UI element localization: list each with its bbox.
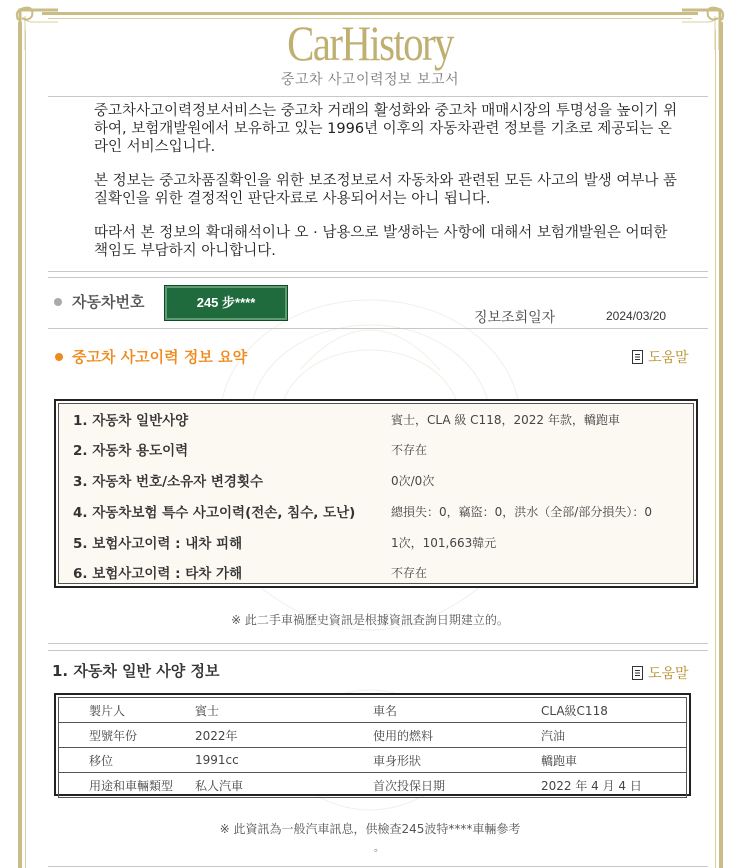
spec-value: 汽油: [541, 723, 687, 748]
query-date-value: 2024/03/20: [606, 309, 667, 323]
spec-key: 用途和車輛類型: [89, 778, 174, 793]
divider: [48, 866, 708, 867]
spec-note-tail: 。: [374, 843, 384, 854]
table-row: [59, 698, 687, 723]
frame-right-border: [719, 22, 723, 868]
spec-value: 2022 年 4 月 4 日: [541, 778, 642, 793]
summary-row: [59, 501, 693, 531]
frame-right-inner-border: [715, 30, 716, 868]
intro-paragraph: 중고차사고이력정보서비스는 중고차 거래의 활성화와 중고차 매매시장의 투명성을 높이기 위하여, 보험개발원에서 보유하고 있는 1996년 이후의 자동차관련 정보를 기초로 제공되는 온라인 서비스입니다.: [94, 103, 678, 155]
summary-row-label: 6. 보험사고이력 : 타차 가해: [73, 566, 243, 582]
vehicle-number-label: 자동차번호: [72, 293, 145, 311]
intro-disclaimer: [94, 102, 684, 276]
summary-row: [59, 470, 693, 500]
summary-row-label: 3. 자동차 번호/소유자 변경횟수: [73, 474, 264, 490]
summary-box: [54, 399, 698, 588]
summary-row-value: 賓士，CLA 級 C118，2022 年款，轎跑車: [391, 413, 620, 427]
spec-value: CLA級C118: [541, 698, 687, 723]
document-icon: [632, 350, 643, 364]
spec-key: 型號年份: [59, 723, 196, 748]
summary-row: [59, 532, 693, 562]
help-label: 도움말: [648, 350, 689, 366]
carhistory-logo: CarHistory: [287, 15, 453, 71]
ornament-corner-icon: [8, 0, 58, 50]
intro-paragraph: 본 정보는 중고차품질확인을 위한 보조정보로서 자동차와 관련된 모든 사고의 발생 여부나 품질확인을 위한 결정적인 판단자료로 사용되어서는 아니 됩니다.: [94, 173, 677, 207]
license-plate: 245 步****: [164, 285, 288, 321]
spec-help-link[interactable]: [632, 663, 689, 683]
spec-key: 車名: [373, 698, 541, 723]
spec-table: [54, 693, 691, 796]
ornament-corner-icon: [682, 0, 732, 50]
report-subtitle: 중고차 사고이력정보 보고서: [280, 72, 460, 88]
summary-row-label: 1. 자동차 일반사양: [73, 413, 189, 429]
spec-key: 首次投保日期: [373, 778, 446, 793]
spec-value: 轎跑車: [541, 748, 687, 773]
spec-value: 2022年: [195, 723, 373, 748]
spec-note: ※ 此資訊為一般汽車訊息，供檢查245波特****車輛參考: [219, 822, 521, 836]
bullet-icon: [54, 298, 62, 306]
divider: [48, 643, 708, 644]
document-icon: [632, 666, 643, 680]
spec-value: 賓士: [195, 698, 373, 723]
spec-key: 使用的燃料: [373, 723, 541, 748]
summary-section-title: 중고차 사고이력 정보 요약: [72, 348, 248, 366]
help-label: 도움말: [648, 666, 689, 682]
spec-section-title: 1. 자동차 일반 사양 정보: [52, 662, 220, 680]
divider: [48, 96, 708, 97]
summary-row-value: 不存在: [391, 566, 428, 580]
spec-value: 私人汽車: [195, 778, 244, 793]
table-row: [59, 773, 687, 798]
frame-left-border: [18, 22, 22, 868]
summary-row-label: 5. 보험사고이력 : 내차 피해: [73, 536, 243, 552]
frame-left-inner-border: [25, 30, 26, 868]
spec-key: 移位: [59, 748, 196, 773]
table-row: [59, 723, 687, 748]
divider: [48, 271, 708, 272]
summary-help-link[interactable]: [632, 347, 689, 367]
divider: [48, 277, 708, 278]
intro-paragraph: 따라서 본 정보의 확대해석이나 오 · 남용으로 발생하는 사항에 대해서 보험개발원은 어떠한 책임도 부담하지 아니합니다.: [94, 225, 668, 259]
spec-key: 製片人: [59, 698, 196, 723]
summary-row: [59, 409, 693, 439]
summary-row-label: 4. 자동차보험 특수 사고이력(전손, 침수, 도난): [73, 505, 356, 521]
summary-row: [59, 562, 693, 592]
spec-key: 車身形狀: [373, 748, 541, 773]
summary-note: ※ 此二手車禍歷史資訊是根據資訊查詢日期建立的。: [231, 613, 509, 627]
summary-row-value: 1次，101,663韓元: [391, 536, 497, 550]
summary-row: [59, 439, 693, 469]
summary-row-value: 總損失：0，竊盜：0，洪水（全部/部分損失）：0: [391, 505, 652, 519]
summary-row-value: 不存在: [391, 443, 428, 457]
bullet-icon: [55, 353, 63, 361]
summary-row-label: 2. 자동차 용도이력: [73, 443, 189, 459]
divider: [48, 650, 708, 651]
spec-value: 1991cc: [195, 748, 373, 773]
table-row: [59, 748, 687, 773]
summary-row-value: 0次/0次: [391, 474, 435, 488]
divider: [48, 328, 708, 329]
query-date-label: 징보조회일자: [474, 310, 556, 326]
